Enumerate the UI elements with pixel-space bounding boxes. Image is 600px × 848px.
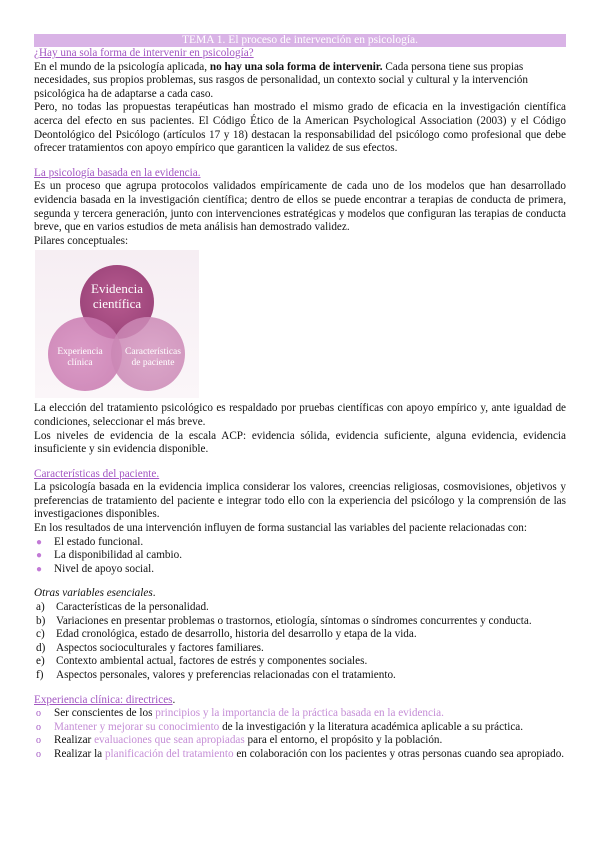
venn-label-right-2: de paciente <box>131 358 175 369</box>
section-heading-paciente: Características del paciente. <box>34 467 160 480</box>
venn-diagram-image <box>35 250 199 398</box>
bullet-icon: ● <box>36 536 43 548</box>
guidelines-list <box>34 707 566 761</box>
list-item: a) Características de la personalidad. <box>36 601 209 614</box>
venn-label-top-2: científica <box>92 296 142 312</box>
paragraph: Los niveles de evidencia de la escala ACP: evidencia sólida, evidencia suficiente, alguna evidencia, evidencia insuficiente y sin evidencia disponible. <box>34 429 566 456</box>
paragraph: La psicología basada en la evidencia implica considerar los valores, creencias religiosas, cosmovisiones, objetivos y preferencias de tratamiento del paciente e integrar todo ello con la experiencia del psicólogo y la comprensión de las investigaciones disponibles. <box>34 481 566 521</box>
document-title: TEMA 1. El proceso de intervención en psicología. <box>34 34 566 47</box>
paragraph: Pero, no todas las propuestas terapéuticas han mostrado el mismo grado de eficacia en la investigación científica acerca del efecto en sus pacientes. El Código Ético de la American Psychological Association (2003) y el Código Deontológico del Psicólogo (artículos 17 y 18) destacan la responsabilidad del psicólogo como profesional que debe ofrecer tratamientos con apoyo empírico que garanticen la validez de sus efectos. <box>34 101 566 155</box>
list-item: o Ser conscientes de los principios y la importancia de la práctica basada en la evidencia. <box>36 707 444 720</box>
paragraph: La elección del tratamiento psicológico es respaldado por pruebas científicas con apoyo empírico y, ante igualdad de condiciones, seleccionar el más breve. <box>34 402 566 428</box>
paragraph: Es un proceso que agrupa protocolos validados empíricamente de cada uno de los modelos que han desarrollado evidencia basada en la investigación científica; dentro de ellos se puede encontrar a terapias de conducta de primera, segunda y tercera generación, junto con intervenciones estratégicas y modelos que configuran las terapias de conducta breve, que en varios estudios de meta análisis han demostrado validez. <box>34 180 566 234</box>
list-item: c) Edad cronológica, estado de desarrollo, historia del desarrollo y etapa de la vida. <box>36 628 417 641</box>
list-item: ● La disponibilidad al cambio. <box>36 549 183 562</box>
circle-bullet-icon: o <box>36 748 41 760</box>
circle-bullet-icon: o <box>36 721 41 733</box>
list-item: o Realizar la planificación del tratamiento en colaboración con los pacientes y otras personas cuando sea apropiado. <box>36 747 565 760</box>
bullet-list <box>34 536 566 577</box>
list-item: f) Aspectos personales, valores y preferencias relacionadas con el tratamiento. <box>36 669 396 681</box>
list-item: o Realizar evaluaciones que sean apropiadas para el entorno, el propósito y la población. <box>36 734 443 747</box>
other-variables-label: Otras variables esenciales. <box>34 587 156 600</box>
paragraph: En los resultados de una intervención influyen de forma sustancial las variables del paciente relacionadas con: <box>34 522 528 535</box>
pillars-label: Pilares conceptuales: <box>34 234 129 247</box>
venn-label-right-1: Características <box>125 347 181 358</box>
list-item: ● El estado funcional. <box>36 535 144 548</box>
list-item: ● Nivel de apoyo social. <box>36 562 155 575</box>
section-heading-evidencia: La psicología basada en la evidencia. <box>34 166 201 179</box>
list-item: o Mantener y mejorar su conocimiento de la investigación y la literatura académica aplicable a su práctica. <box>36 720 524 733</box>
bullet-icon: ● <box>36 563 43 575</box>
venn-label-left-2: clínica <box>67 358 93 369</box>
document-page <box>34 34 566 762</box>
section-heading-directrices: Experiencia clínica: directrices. <box>34 693 176 706</box>
section-heading-forma: ¿Hay una sola forma de intervenir en psicología? <box>34 47 254 59</box>
circle-bullet-icon: o <box>36 708 41 720</box>
circle-bullet-icon: o <box>36 735 41 747</box>
alpha-list <box>34 601 566 683</box>
list-item: b) Variaciones en presentar problemas o trastornos, etiología, síntomas o síndromes concurrentes y conducta. <box>36 614 532 627</box>
venn-label-top-1: Evidencia <box>91 281 143 297</box>
list-item: e) Contexto ambiental actual, factores de estrés y componentes sociales. <box>36 655 368 668</box>
bullet-icon: ● <box>36 550 43 562</box>
list-item: d) Aspectos socioculturales y factores familiares. <box>36 641 264 654</box>
venn-label-left-1: Experiencia <box>57 347 103 358</box>
paragraph: En el mundo de la psicología aplicada, no hay una sola forma de intervenir. Cada persona tiene sus propias necesidades, sus propios problemas, sus rasgos de personalidad, un contexto social y cultural y la intervención psicológica ha de adaptarse a cada caso. <box>34 60 528 100</box>
venn-diagram <box>35 250 199 398</box>
